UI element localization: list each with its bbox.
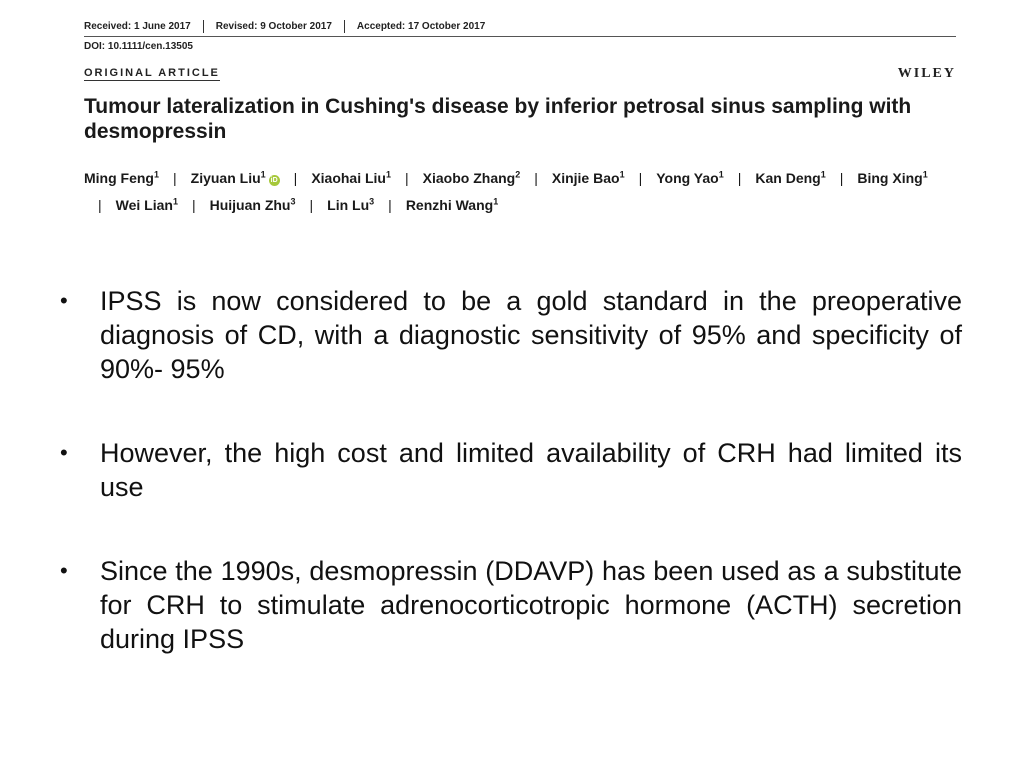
author: Xinjie Bao$^1$: [551, 169, 625, 186]
author: Yong Yao$^1$: [656, 169, 724, 186]
author: Renzhi Wang$^1$: [405, 196, 499, 214]
publisher-logo: WILEY: [897, 66, 956, 81]
author: Xiaobo Zhang$^2$: [422, 169, 521, 186]
author: Huijuan Zhu$^3$: [209, 196, 296, 214]
author: Lin Lu$^3$: [327, 196, 375, 214]
author: Kan Deng$^1$: [755, 169, 826, 186]
author: Ziyuan Liu$^1$iD: [190, 169, 278, 186]
date-divider: [344, 20, 345, 33]
article-type-row: [84, 66, 956, 82]
bullet-marker: •: [60, 558, 68, 583]
author: Ming Feng$^1$: [84, 169, 160, 186]
revised-date: Revised: 9 October 2017: [215, 20, 332, 32]
paper-dates: [84, 18, 956, 34]
bullet-item: [56, 436, 962, 504]
paper-header-image: [84, 18, 956, 217]
bullet-text: However, the high cost and limited availability of CRH had limited its use: [100, 438, 962, 502]
author-list: Ming Feng$^1$ | Ziyuan Liu$^1$iD | Xiaohai Liu$^1$ | Xiaobo Zhang$^2$ | Xinjie Bao$^1$ | Yong Yao$^1$ | Kan Deng$^1$ | Bing Xing$^1$| Wei Lian$^1$ | Huijuan Zhu$^3$ | Lin Lu$^3$ | Renzhi Wang$^1$: [84, 169, 928, 214]
article-type: ORIGINAL ARTICLE: [84, 67, 220, 79]
received-date: Received: 1 June 2017: [84, 20, 191, 32]
header-rule: [84, 36, 956, 37]
author: Xiaohai Liu$^1$: [311, 169, 392, 186]
bullet-item: [56, 554, 962, 656]
paper-title: Tumour lateralization in Cushing's disease by inferior petrosal sinus sampling with desmopressin: [84, 95, 912, 143]
bullet-marker: •: [60, 288, 68, 313]
bullet-list: [56, 284, 962, 706]
bullet-text: IPSS is now considered to be a gold standard in the preoperative diagnosis of CD, with a diagnostic sensitivity of 95% and specificity of 90%- 95%: [100, 286, 962, 384]
doi: DOI: 10.1111/cen.13505: [84, 41, 193, 52]
date-divider: [203, 20, 204, 33]
bullet-item: [56, 284, 962, 386]
accepted-date: Accepted: 17 October 2017: [356, 20, 486, 32]
author: Wei Lian$^1$: [115, 196, 178, 214]
bullet-text: Since the 1990s, desmopressin (DDAVP) has been used as a substitute for CRH to stimulate adrenocorticotropic hormone (ACTH) secretion during IPSS: [100, 556, 962, 654]
bullet-marker: •: [60, 440, 68, 465]
author: Bing Xing$^1$: [857, 169, 928, 186]
orcid-icon: iD: [270, 176, 278, 184]
